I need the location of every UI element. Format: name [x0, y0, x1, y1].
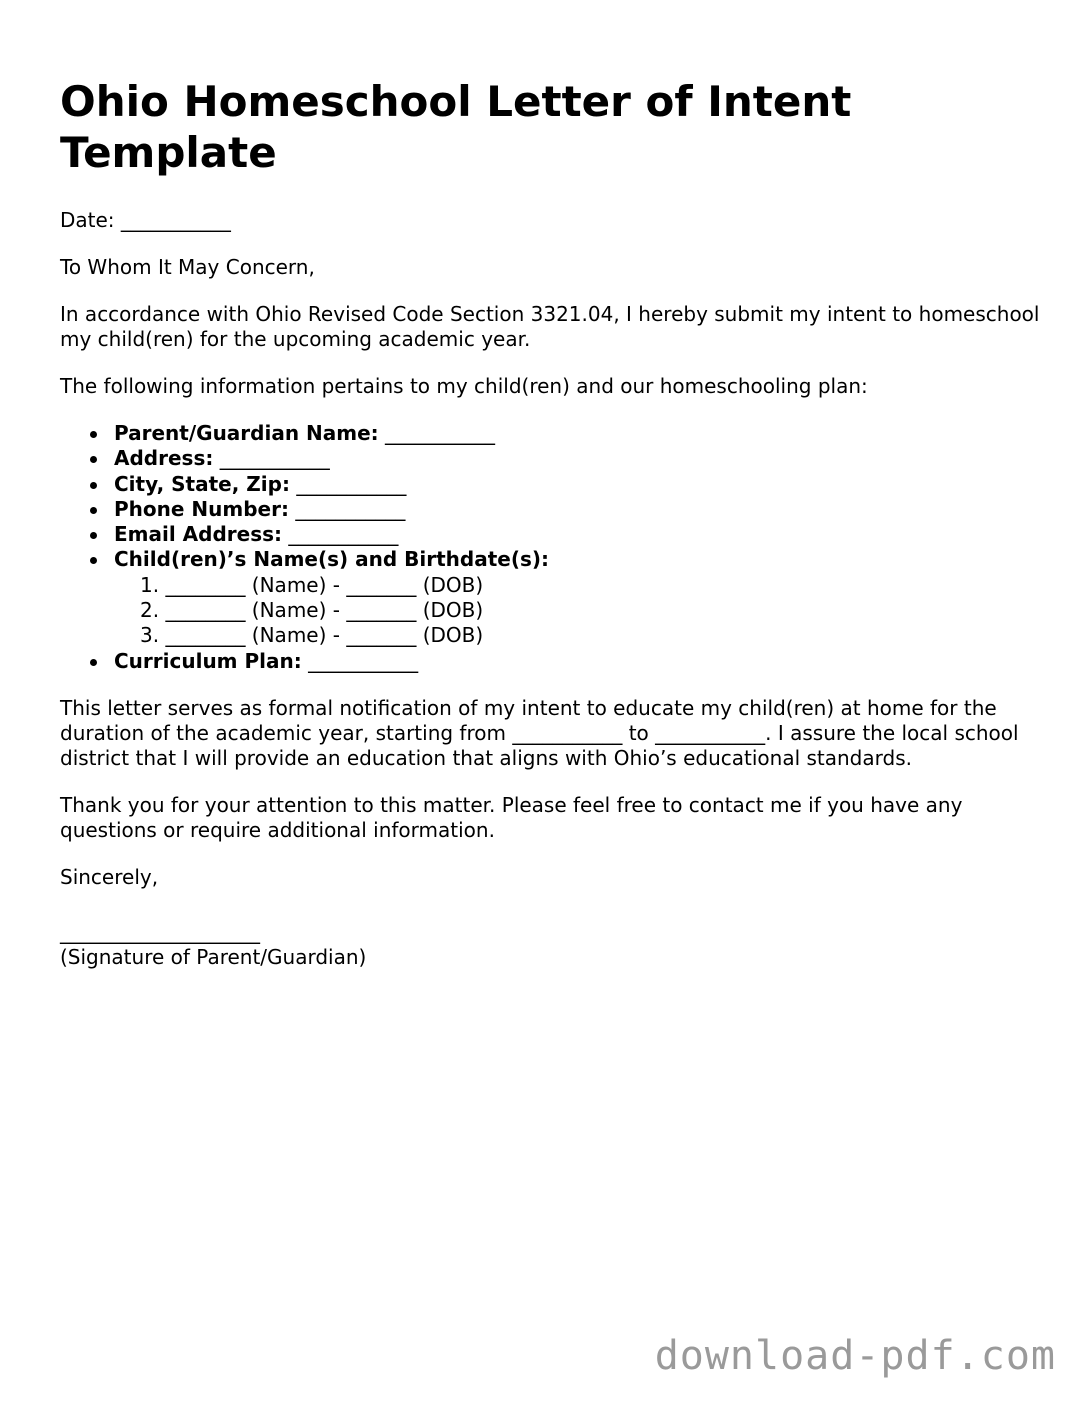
page-title: Ohio Homeschool Letter of Intent Template	[60, 77, 852, 177]
field-blank: ___________	[213, 446, 330, 471]
field-address	[60, 446, 1040, 471]
field-blank: ___________	[378, 421, 496, 445]
salutation: To Whom It May Concern,	[60, 255, 315, 279]
field-label: Child(ren)’s Name(s) and Birthdate(s):	[114, 547, 550, 572]
field-parent-name	[60, 421, 1040, 446]
field-blank: ___________	[289, 471, 407, 496]
date-line: Date: ___________	[60, 208, 231, 232]
field-label: Curriculum Plan:	[114, 648, 302, 673]
field-label: City, State, Zip:	[114, 471, 290, 496]
child-entry: 1. ________ (Name) - _______ (DOB)	[140, 572, 484, 597]
letter-page	[60, 76, 1040, 970]
notification-paragraph: This letter serves as formal notification of my intent to educate my child(ren) at home for the duration of the academic year, starting from ___________ to ___________. I assure the local school district that I will provide an education that aligns with Ohio’s educational standards.	[60, 695, 1019, 770]
field-phone-number	[60, 497, 1040, 522]
field-label: Email Address:	[114, 522, 283, 547]
child-entry: 3. ________ (Name) - _______ (DOB)	[140, 623, 484, 648]
field-label: Parent/Guardian Name:	[114, 421, 379, 445]
field-children	[60, 547, 1040, 648]
info-lead-paragraph: The following information pertains to my child(ren) and our homeschooling plan:	[60, 374, 868, 398]
signature-caption: (Signature of Parent/Guardian)	[60, 944, 367, 969]
children-list	[114, 573, 1040, 649]
info-field-list	[60, 421, 1040, 674]
signature-line: ____________________	[60, 919, 260, 944]
closing: Sincerely,	[60, 864, 159, 889]
field-blank: ___________	[282, 522, 399, 547]
field-label: Phone Number:	[114, 496, 289, 521]
field-email-address	[60, 522, 1040, 547]
child-entry: 2. ________ (Name) - _______ (DOB)	[140, 598, 484, 623]
watermark: download-pdf.com	[654, 1333, 1056, 1379]
intro-paragraph: In accordance with Ohio Revised Code Section 3321.04, I hereby submit my intent to homeschool my child(ren) for the upcoming academic year.	[60, 302, 1040, 351]
thanks-paragraph: Thank you for your attention to this matter. Please feel free to contact me if you have any questions or require additional information.	[60, 792, 963, 842]
field-label: Address:	[114, 446, 214, 471]
field-city-state-zip	[60, 472, 1040, 497]
field-blank: ___________	[301, 648, 419, 673]
field-curriculum-plan	[60, 649, 1040, 674]
field-blank: ___________	[288, 496, 406, 521]
signature-block	[60, 920, 1040, 970]
